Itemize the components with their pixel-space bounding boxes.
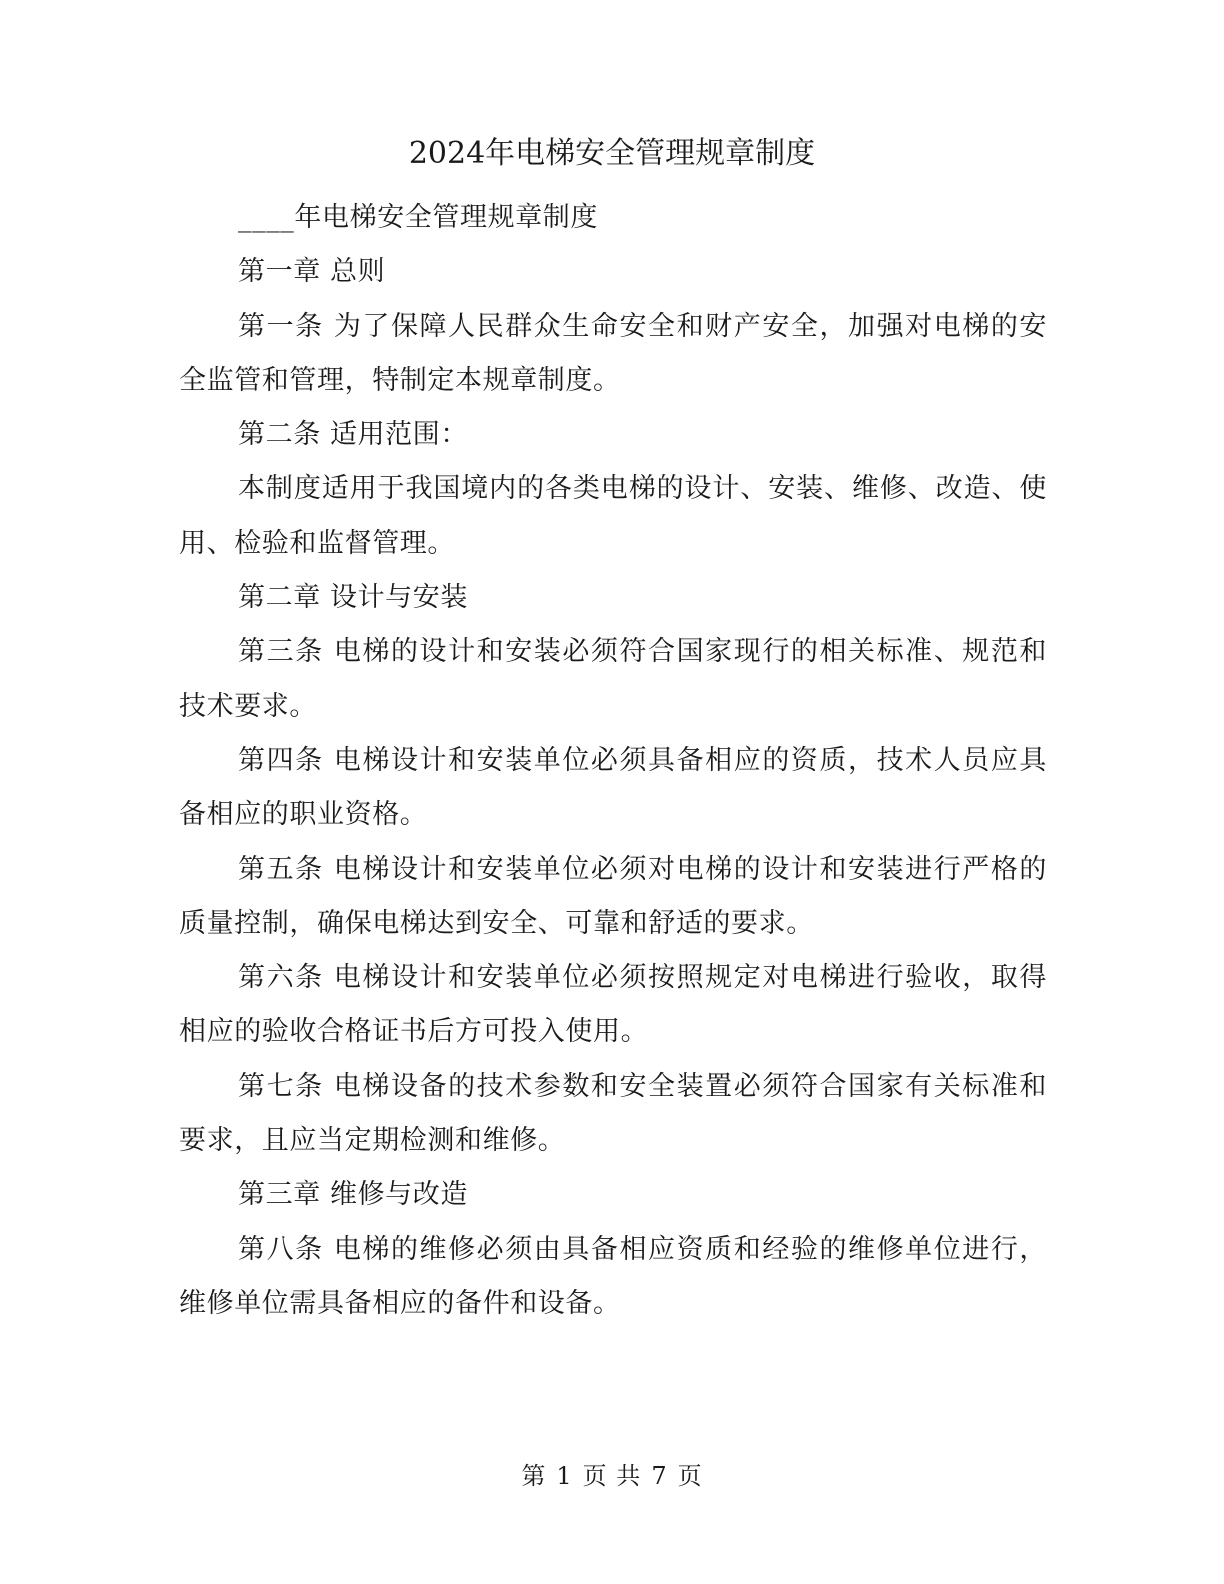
- article-7: 第七条 电梯设备的技术参数和安全装置必须符合国家有关标准和要求，且应当定期检测和维修。: [179, 1070, 1047, 1157]
- article-6: 第六条 电梯设计和安装单位必须按照规定对电梯进行验收，取得相应的验收合格证书后方可投入使用。: [179, 962, 1047, 1048]
- document-title: 2024年电梯安全管理规章制度: [408, 136, 816, 171]
- article-2-scope: 本制度适用于我国境内的各类电梯的设计、安装、维修、改造、使用、检验和监督管理。: [179, 473, 1047, 559]
- total-pages-number: 7: [651, 1462, 668, 1490]
- page-label-prefix: 第: [521, 1462, 547, 1490]
- chapter-heading-3: 第三章 维修与改造: [238, 1179, 468, 1211]
- article-1: 第一条 为了保障人民群众生命安全和财产安全，加强对电梯的安全监管和管理，特制定本规章制度。: [179, 310, 1047, 396]
- document-body: [179, 191, 1047, 1331]
- article-5: 第五条 电梯设计和安装单位必须对电梯的设计和安装进行严格的质量控制，确保电梯达到安全、可靠和舒适的要求。: [179, 853, 1047, 939]
- chapter-heading-1: 第一章 总则: [238, 256, 386, 288]
- article-2: 第二条 适用范围：: [238, 419, 468, 451]
- page-label-mid: 页 共: [582, 1462, 642, 1490]
- article-8: 第八条 电梯的维修必须由具备相应资质和经验的维修单位进行，维修单位需具备相应的备件和设备。: [179, 1233, 1047, 1319]
- article-3: 第三条 电梯的设计和安装必须符合国家现行的相关标准、规范和技术要求。: [179, 636, 1047, 722]
- page-label-suffix: 页: [677, 1462, 703, 1490]
- article-4: 第四条 电梯设计和安装单位必须具备相应的资质，技术人员应具备相应的职业资格。: [179, 744, 1047, 831]
- page-footer: [0, 1458, 1224, 1494]
- current-page-number: 1: [556, 1462, 573, 1490]
- paragraph-subtitle: ____年电梯安全管理规章制度: [238, 202, 598, 233]
- chapter-heading-2: 第二章 设计与安装: [238, 582, 468, 614]
